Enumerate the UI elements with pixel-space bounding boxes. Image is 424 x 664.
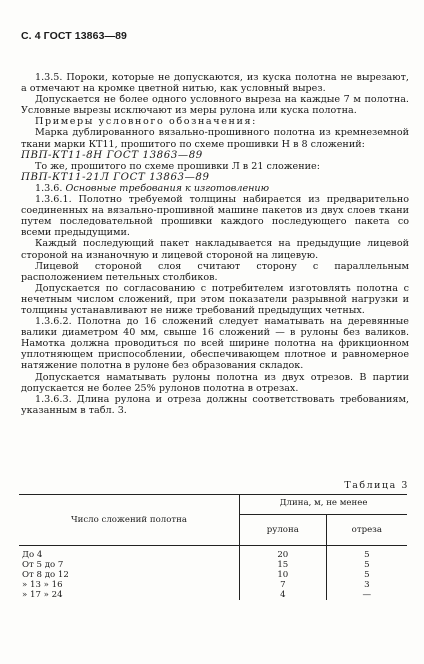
table-row-label: » 13 » 16 (22, 580, 63, 591)
paragraph-same-scheme: То же, прошитого по схеме прошивки Л в 21 сложение: (35, 160, 320, 172)
document-body (21, 72, 409, 416)
paragraph-conditional-cut: Допускается не более одного условного выреза на каждые 7 м полотна. Условные вырезы исключают из меры рулона или куска полотна. (21, 94, 409, 117)
paragraph-package-stacking: Каждый последующий пакет накладывается на предыдущие лицевой стороной на изнаночную и лицевой стороной на лицевую. (21, 238, 409, 261)
paragraph-odd-layers: Допускается по согласованию с потребителем изготовлять полотна с нечетным числом сложений, при этом показатели разрывной нагрузки и толщины устанавливают не ниже требований предыдущих четных. (21, 282, 409, 316)
table-cell-roll: 15 (277, 560, 289, 571)
table-header-layers: Число сложений полотна (19, 495, 240, 546)
section-1-3-6-heading (21, 183, 409, 194)
paragraph-marking: Марка дублированного вязально-прошивного полотна из кремнеземной ткани марки КТ11, прошитого по схеме прошивки Н в 8 сложений: (21, 127, 409, 150)
paragraph-1-3-6-2: 1.3.6.2. Полотна до 16 сложений следует наматывать на деревянные валики диаметром 40 мм, свыше 16 сложений — в рулоны без валиков. Намотка должна проводиться по всей ширине полотна на фрикционном уплотняющем приспособлении, обеспечивающем плотное и равномерное натяжение полотна в рулоне без образования складок. (21, 316, 409, 372)
table-cell-cut: 3 (364, 580, 370, 591)
table-col-roll (240, 546, 327, 601)
page-header: С. 4 ГОСТ 13863—89 (21, 30, 127, 42)
table-row-label: До 4 (22, 550, 43, 560)
table-caption: Таблица 3 (344, 480, 409, 491)
table-header-cut: отреза (326, 515, 407, 546)
paragraph-1-3-6-1: 1.3.6.1. Полотно требуемой толщины набирается из предварительно соединенных на вязально-прошивной машине пакетов из двух слоев ткани путем последовательной прошивки каждого последующего пакета со всеми предыдущими. (21, 194, 409, 239)
designation-formula-2: ПВП-КТ11-21Л ГОСТ 13863—89 (21, 171, 210, 183)
table-cell-cut: 5 (364, 550, 370, 560)
table-col-cut (326, 546, 407, 601)
paragraph-face-side: Лицевой стороной слоя считают сторону с параллельным расположением петельных столбиков. (21, 260, 409, 283)
table-3 (19, 494, 407, 600)
table-cell-roll: 10 (277, 570, 289, 581)
section-number: 1.3.6. (35, 182, 63, 194)
paragraph-1-3-5: 1.3.5. Пороки, которые не допускаются, из куска полотна не вырезают, а отмечают на кромке цветной нитью, как условный вырез. (21, 72, 409, 95)
table-cell-cut: — (362, 590, 372, 601)
table-header-length: Длина, м, не менее (240, 495, 408, 515)
table-row-label: От 5 до 7 (22, 560, 64, 571)
table-cell-cut: 5 (364, 560, 370, 571)
paragraph-1-3-6-3: 1.3.6.3. Длина рулона и отреза должны соответствовать требованиям, указанным в табл. 3. (21, 393, 409, 416)
paragraph-two-cuts: Допускается наматывать рулоны полотна из двух отрезов. В партии допускается не более 25% рулонов полотна в отрезах. (21, 371, 409, 394)
section-title: Основные требования к изготовлению (65, 182, 270, 194)
table-cell-roll: 4 (280, 590, 286, 601)
table-cell-roll: 7 (280, 580, 286, 591)
table-cell-roll: 20 (277, 550, 289, 560)
table-row-label: » 17 » 24 (22, 590, 63, 601)
designation-formula-1: ПВП-КТ11-8Н ГОСТ 13863—89 (21, 149, 203, 161)
table-col-layers (19, 546, 240, 601)
table-cell-cut: 5 (364, 570, 370, 581)
examples-heading: Примеры условного обозначения: (35, 116, 257, 128)
table-row-label: От 8 до 12 (22, 570, 69, 581)
table-header-roll: рулона (240, 515, 327, 546)
